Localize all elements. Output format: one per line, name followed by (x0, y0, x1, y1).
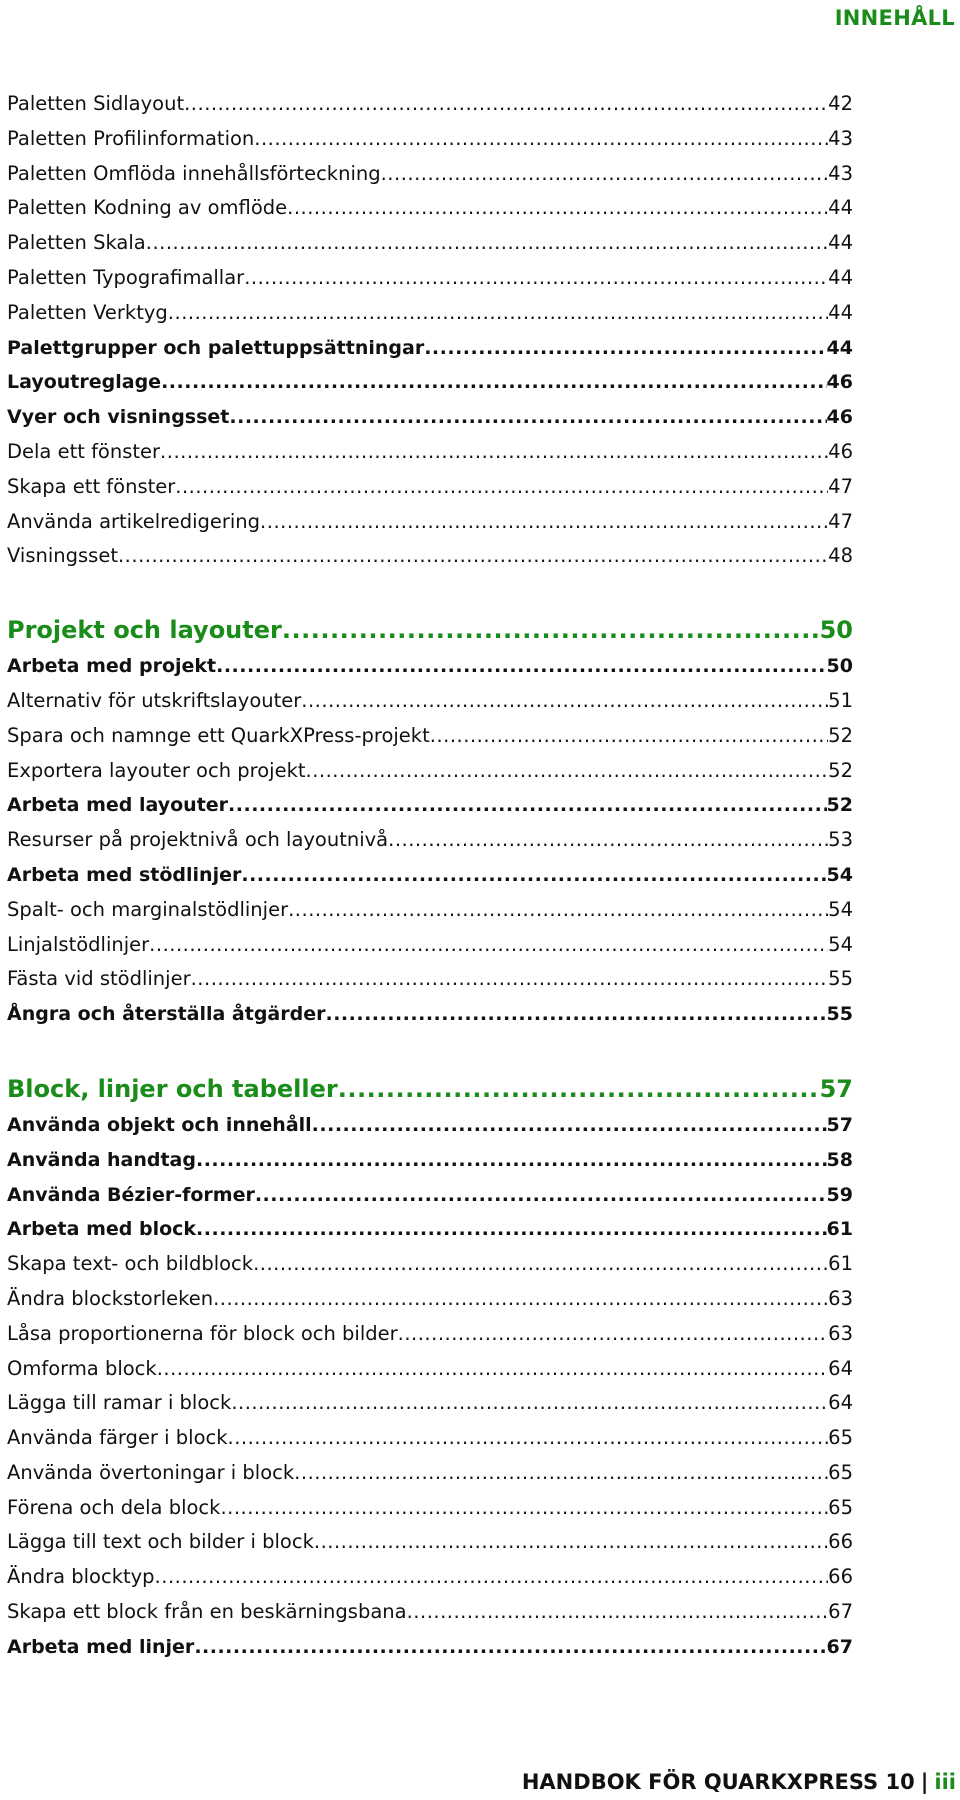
toc-entry-title: Arbeta med projekt (7, 655, 217, 678)
toc-entry[interactable] (7, 470, 853, 505)
dot-leader (228, 788, 827, 823)
toc-entry-title: Projekt och layouter (7, 616, 282, 645)
toc-entry[interactable] (7, 823, 853, 858)
toc-entry[interactable] (7, 1630, 853, 1665)
dot-leader (388, 823, 828, 858)
toc-entry-page-number: 54 (826, 863, 853, 886)
footer-book-title: HANDBOK FÖR QUARKXPRESS 10 (521, 1770, 915, 1794)
toc-entry[interactable] (7, 788, 853, 823)
toc-entry-page-number: 54 (828, 897, 853, 921)
section-title: INNEHÅLL (834, 6, 955, 30)
toc-entry-page-number: 43 (828, 126, 853, 150)
toc-group-1 (7, 87, 853, 574)
toc-entry[interactable] (7, 997, 853, 1032)
toc-entry-page-number: 50 (826, 655, 853, 678)
toc-entry[interactable] (7, 1595, 853, 1630)
toc-entry-title: Ändra blocktyp (7, 1565, 155, 1589)
toc-entry-page-number: 53 (828, 828, 853, 852)
toc-entry-title: Alternativ för utskriftslayouter (7, 688, 302, 712)
toc-entry[interactable] (7, 1178, 853, 1213)
toc-entry[interactable] (7, 893, 853, 928)
toc-entry-title: Paletten Skala (7, 231, 146, 255)
toc-entry[interactable] (7, 365, 853, 400)
toc-entry[interactable] (7, 1491, 853, 1526)
dot-leader (228, 1421, 829, 1456)
toc-entry-title: Använda färger i block (7, 1426, 228, 1450)
toc-entry-title: Arbeta med linjer (7, 1635, 195, 1658)
toc-entry-page-number: 43 (828, 161, 853, 185)
toc-entry[interactable] (7, 1247, 853, 1282)
toc-entry-page-number: 67 (826, 1635, 853, 1658)
toc-entry-page-number: 51 (828, 688, 853, 712)
toc-entry[interactable] (7, 400, 853, 435)
dot-leader (168, 296, 828, 331)
toc-entry-page-number: 65 (828, 1426, 853, 1450)
toc-entry-title: Vyer och visningsset (7, 406, 230, 429)
dot-leader (254, 122, 828, 157)
toc-entry-title: Använda övertoningar i block (7, 1460, 295, 1484)
footer-separator: | (920, 1770, 929, 1794)
toc-entry-title: Arbeta med stödlinjer (7, 863, 242, 886)
toc-entry[interactable] (7, 649, 853, 684)
toc-entry-page-number: 46 (828, 439, 853, 463)
dot-leader (160, 435, 828, 470)
toc-entry-page-number: 52 (828, 723, 853, 747)
toc-entry[interactable] (7, 754, 853, 789)
toc-entry-title: Paletten Typografimallar (7, 265, 245, 289)
toc-entry-title: Skapa ett block från en beskärningsbana (7, 1600, 407, 1624)
toc-spacer (7, 1032, 853, 1070)
dot-leader (161, 365, 826, 400)
toc-entry-page-number: 57 (819, 1074, 853, 1103)
toc-entry[interactable] (7, 1560, 853, 1595)
toc-entry-page-number: 64 (828, 1391, 853, 1415)
toc-entry-page-number: 55 (826, 1003, 853, 1026)
toc-entry-title: Skapa ett fönster (7, 474, 176, 498)
dot-leader (213, 1282, 828, 1317)
toc-entry[interactable] (7, 261, 853, 296)
dot-leader (196, 1212, 827, 1247)
toc-entry[interactable] (7, 505, 853, 540)
toc-entry-title: Förena och dela block (7, 1495, 221, 1519)
toc-entry-page-number: 52 (826, 794, 853, 817)
toc-entry-title: Block, linjer och tabeller (7, 1074, 338, 1103)
toc-entry[interactable] (7, 684, 853, 719)
toc-group-3 (7, 1070, 853, 1665)
toc-entry-title: Använda artikelredigering (7, 509, 261, 533)
toc-entry-title: Spara och namnge ett QuarkXPress-projekt (7, 723, 430, 747)
toc-entry[interactable] (7, 1212, 853, 1247)
toc-entry[interactable] (7, 1421, 853, 1456)
toc-entry[interactable] (7, 191, 853, 226)
toc-entry-page-number: 44 (826, 336, 853, 359)
dot-leader (216, 649, 826, 684)
dot-leader (241, 858, 826, 893)
dot-leader (407, 1595, 829, 1630)
dot-leader (155, 1560, 829, 1595)
toc-entry-title: Låsa proportionerna för block och bilder (7, 1321, 398, 1345)
toc-entry-page-number: 58 (826, 1148, 853, 1171)
toc-entry-page-number: 66 (828, 1565, 853, 1589)
dot-leader (253, 1247, 828, 1282)
toc-entry-page-number: 52 (828, 758, 853, 782)
toc-entry[interactable] (7, 1108, 853, 1143)
dot-leader (314, 1525, 828, 1560)
dot-leader (338, 1070, 820, 1108)
dot-leader (381, 157, 829, 192)
toc-entry[interactable] (7, 1143, 853, 1178)
toc-entry-title: Paletten Kodning av omflöde (7, 196, 288, 220)
dot-leader (255, 1178, 827, 1213)
toc-entry-page-number: 44 (828, 300, 853, 324)
toc-entry-page-number: 54 (828, 932, 853, 956)
dot-leader (196, 1143, 827, 1178)
toc-entry-title: Arbeta med block (7, 1218, 197, 1241)
toc-entry-title: Använda handtag (7, 1148, 196, 1171)
toc-entry-page-number: 63 (828, 1286, 853, 1310)
toc-entry[interactable] (7, 226, 853, 261)
dot-leader (220, 1491, 828, 1526)
toc-entry-page-number: 48 (828, 544, 853, 568)
toc-entry[interactable] (7, 1525, 853, 1560)
toc-entry-title: Använda Bézier-former (7, 1183, 255, 1206)
toc-entry-page-number: 63 (828, 1321, 853, 1345)
dot-leader (260, 505, 828, 540)
dot-leader (282, 611, 820, 649)
toc-entry-title: Lägga till text och bilder i block (7, 1530, 314, 1554)
toc-entry-page-number: 61 (828, 1252, 853, 1276)
toc-entry-page-number: 44 (828, 196, 853, 220)
toc-entry[interactable] (7, 1352, 853, 1387)
toc-entry-title: Använda objekt och innehåll (7, 1113, 312, 1136)
toc-entry-title: Paletten Sidlayout (7, 92, 185, 115)
dot-leader (306, 754, 829, 789)
toc-entry[interactable] (7, 539, 853, 574)
toc-entry-title: Paletten Profilinformation (7, 126, 255, 150)
toc-entry-title: Exportera layouter och projekt (7, 758, 306, 782)
toc-entry[interactable] (7, 331, 853, 366)
toc-entry[interactable] (7, 928, 853, 963)
toc-entry-title: Dela ett fönster (7, 439, 161, 463)
footer-page-number: iii (934, 1770, 956, 1794)
toc-entry-page-number: 59 (826, 1183, 853, 1206)
toc-entry[interactable] (7, 1386, 853, 1421)
toc-entry-page-number: 46 (826, 406, 853, 429)
dot-leader (294, 1456, 828, 1491)
toc-entry-page-number: 42 (828, 92, 853, 115)
toc-entry-page-number: 65 (828, 1460, 853, 1484)
toc-entry-page-number: 64 (828, 1356, 853, 1380)
dot-leader (191, 962, 829, 997)
dot-leader (325, 997, 826, 1032)
toc-entry-page-number: 66 (828, 1530, 853, 1554)
toc-entry-page-number: 61 (826, 1218, 853, 1241)
dot-leader (287, 191, 828, 226)
toc-entry-title: Palettgrupper och palettuppsättningar (7, 336, 425, 359)
toc-entry-title: Omforma block (7, 1356, 157, 1380)
toc-entry[interactable] (7, 296, 853, 331)
toc-entry-page-number: 47 (828, 474, 853, 498)
toc-entry-title: Skapa text- och bildblock (7, 1252, 254, 1276)
table-of-contents (7, 87, 853, 1665)
toc-entry-page-number: 50 (819, 616, 853, 645)
dot-leader (312, 1108, 827, 1143)
toc-entry-page-number: 47 (828, 509, 853, 533)
toc-entry-page-number: 44 (828, 265, 853, 289)
toc-entry-title: Lägga till ramar i block (7, 1391, 232, 1415)
dot-leader (118, 539, 828, 574)
toc-entry[interactable] (7, 1456, 853, 1491)
toc-entry[interactable] (7, 962, 853, 997)
toc-entry-page-number: 67 (828, 1600, 853, 1624)
toc-group-2 (7, 611, 853, 1032)
dot-leader (149, 928, 828, 963)
toc-entry-page-number: 44 (828, 231, 853, 255)
dot-leader (184, 87, 828, 122)
toc-entry[interactable] (7, 157, 853, 192)
toc-entry-title: Arbeta med layouter (7, 794, 229, 817)
toc-entry-title: Ångra och återställa åtgärder (7, 1003, 326, 1026)
toc-entry[interactable] (7, 1317, 853, 1352)
toc-entry-title: Resurser på projektnivå och layoutnivå (7, 828, 389, 852)
toc-entry[interactable] (7, 122, 853, 157)
toc-entry[interactable] (7, 858, 853, 893)
dot-leader (398, 1317, 829, 1352)
toc-entry-title: Visningsset (7, 544, 118, 568)
toc-entry-page-number: 57 (826, 1113, 853, 1136)
toc-entry-title: Ändra blockstorleken (7, 1286, 214, 1310)
dot-leader (244, 261, 828, 296)
toc-entry-title: Paletten Verktyg (7, 300, 168, 324)
toc-entry[interactable] (7, 1282, 853, 1317)
dot-leader (194, 1630, 826, 1665)
toc-entry-page-number: 46 (826, 371, 853, 394)
toc-entry-page-number: 55 (828, 967, 853, 991)
toc-entry-title: Spalt- och marginalstödlinjer (7, 897, 289, 921)
dot-leader (288, 893, 828, 928)
toc-entry-title: Linjalstödlinjer (7, 932, 150, 956)
dot-leader (146, 226, 828, 261)
dot-leader (231, 1386, 828, 1421)
dot-leader (301, 684, 828, 719)
dot-leader (424, 331, 826, 366)
toc-entry[interactable] (7, 435, 853, 470)
toc-entry-title: Layoutreglage (7, 371, 162, 394)
toc-spacer (7, 574, 853, 611)
dot-leader (175, 470, 828, 505)
dot-leader (430, 719, 828, 754)
toc-entry-title: Paletten Omflöda innehållsförteckning (7, 161, 381, 185)
toc-chapter-entry[interactable] (7, 611, 853, 649)
dot-leader (157, 1352, 828, 1387)
toc-entry[interactable] (7, 719, 853, 754)
toc-entry[interactable] (7, 87, 853, 122)
toc-entry-page-number: 65 (828, 1495, 853, 1519)
page-footer (522, 1770, 956, 1794)
dot-leader (229, 400, 826, 435)
toc-chapter-entry[interactable] (7, 1070, 853, 1108)
toc-entry-title: Fästa vid stödlinjer (7, 967, 191, 991)
